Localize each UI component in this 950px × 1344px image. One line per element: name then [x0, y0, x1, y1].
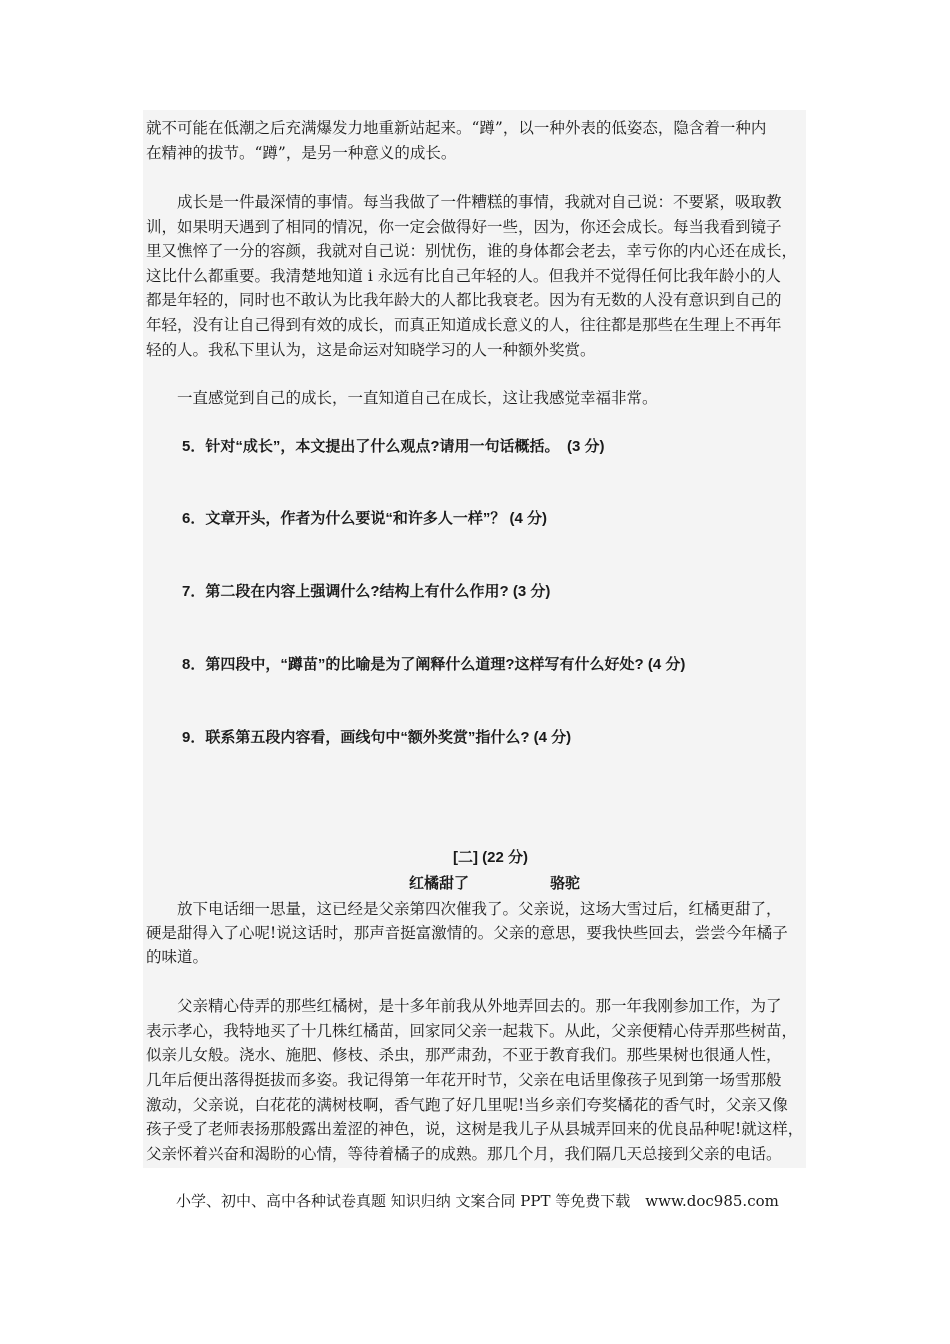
- section2-line: 激动，父亲说，白花花的满树枝啊，香气跑了好几里呢!当乡亲们夸奖橘花的香气时，父亲又像: [146, 1096, 788, 1114]
- section2-line: 父亲怀着兴奋和渴盼的心情，等待着橘子的成熟。那几个月，我们隔几天总接到父亲的电话。: [146, 1145, 782, 1163]
- question-7: 7．第二段在内容上强调什么?结构上有什么作用? (3 分): [182, 583, 551, 600]
- question-5: 5．针对“成长”，本文提出了什么观点?请用一句话概括。 (3 分): [182, 438, 605, 455]
- section2-line: 硬是甜得入了心呢!说这话时，那声音挺富激情的。父亲的意思，要我快些回去，尝尝今年橘子: [146, 924, 788, 942]
- question-8: 8．第四段中，“蹲苗”的比喻是为了阐释什么道理?这样写有什么好处? (4 分): [182, 656, 686, 673]
- page-footer: 小学、初中、高中各种试卷真题 知识归纳 文案合同 PPT 等免费下载 www.doc985.com: [176, 1192, 779, 1210]
- passage1-line: 在精神的拔节。“蹲”，是另一种意义的成长。: [146, 144, 457, 162]
- section2-line: 放下电话细一思量，这已经是父亲第四次催我了。父亲说，这场大雪过后，红橘更甜了，: [146, 900, 782, 918]
- article-title: 红橘甜了: [409, 875, 470, 892]
- question-6: 6．文章开头，作者为什么要说“和许多人一样”？ (4 分): [182, 510, 548, 527]
- passage1-line: 成长是一件最深情的事情。每当我做了一件糟糕的事情，我就对自己说：不要紧，吸取教: [146, 193, 782, 211]
- passage1-line: 这比什么都重要。我清楚地知道 i 永远有比自己年轻的人。但我并不觉得任何比我年龄小的人: [146, 267, 781, 285]
- section2-line: 父亲精心侍弄的那些红橘树，是十多年前我从外地弄回去的。那一年我刚参加工作，为了: [146, 997, 782, 1015]
- section2-line: 的味道。: [146, 948, 209, 966]
- article-author: 骆驼: [550, 875, 581, 892]
- passage1-line: 里又憔悴了一分的容颜，我就对自己说：别忧伤，谁的身体都会老去，幸亏你的内心还在成长，: [146, 242, 798, 260]
- passage1-line: 轻的人。我私下里认为，这是命运对知晓学习的人一种额外奖赏。: [146, 341, 596, 359]
- section2-line: 似亲儿女般。浇水、施肥、修枝、杀虫，那严肃劲，不亚于教育我们。那些果树也很通人性，: [146, 1046, 782, 1064]
- passage1-line: 训，如果明天遇到了相同的情况，你一定会做得好一些，因为，你还会成长。每当我看到镜子: [146, 218, 782, 236]
- passage1-line: 年轻，没有让自己得到有效的成长，而真正知道成长意义的人，往往都是那些在生理上不再年: [146, 316, 782, 334]
- passage1-line: 就不可能在低潮之后充满爆发力地重新站起来。“蹲”，以一种外表的低姿态，隐含着一种内: [146, 119, 767, 137]
- question-9: 9．联系第五段内容看，画线句中“额外奖赏”指什么? (4 分): [182, 729, 572, 746]
- passage1-line: 都是年轻的，同时也不敢认为比我年龄大的人都比我衰老。因为有无数的人没有意识到自己的: [146, 291, 782, 309]
- section2-line: 孩子受了老师表扬那般露出羞涩的神色，说，这树是我儿子从县城弄回来的优良品种呢!就这样，: [146, 1120, 804, 1138]
- section-heading: [二] (22 分): [453, 849, 529, 866]
- section2-line: 表示孝心，我特地买了十几株红橘苗，回家同父亲一起栽下。从此，父亲便精心侍弄那些树苗，: [146, 1022, 798, 1040]
- passage1-line: 一直感觉到自己的成长，一直知道自己在成长，这让我感觉幸福非常。: [146, 389, 658, 407]
- section2-line: 几年后便出落得挺拔而多姿。我记得第一年花开时节，父亲在电话里像孩子见到第一场雪那般: [146, 1071, 782, 1089]
